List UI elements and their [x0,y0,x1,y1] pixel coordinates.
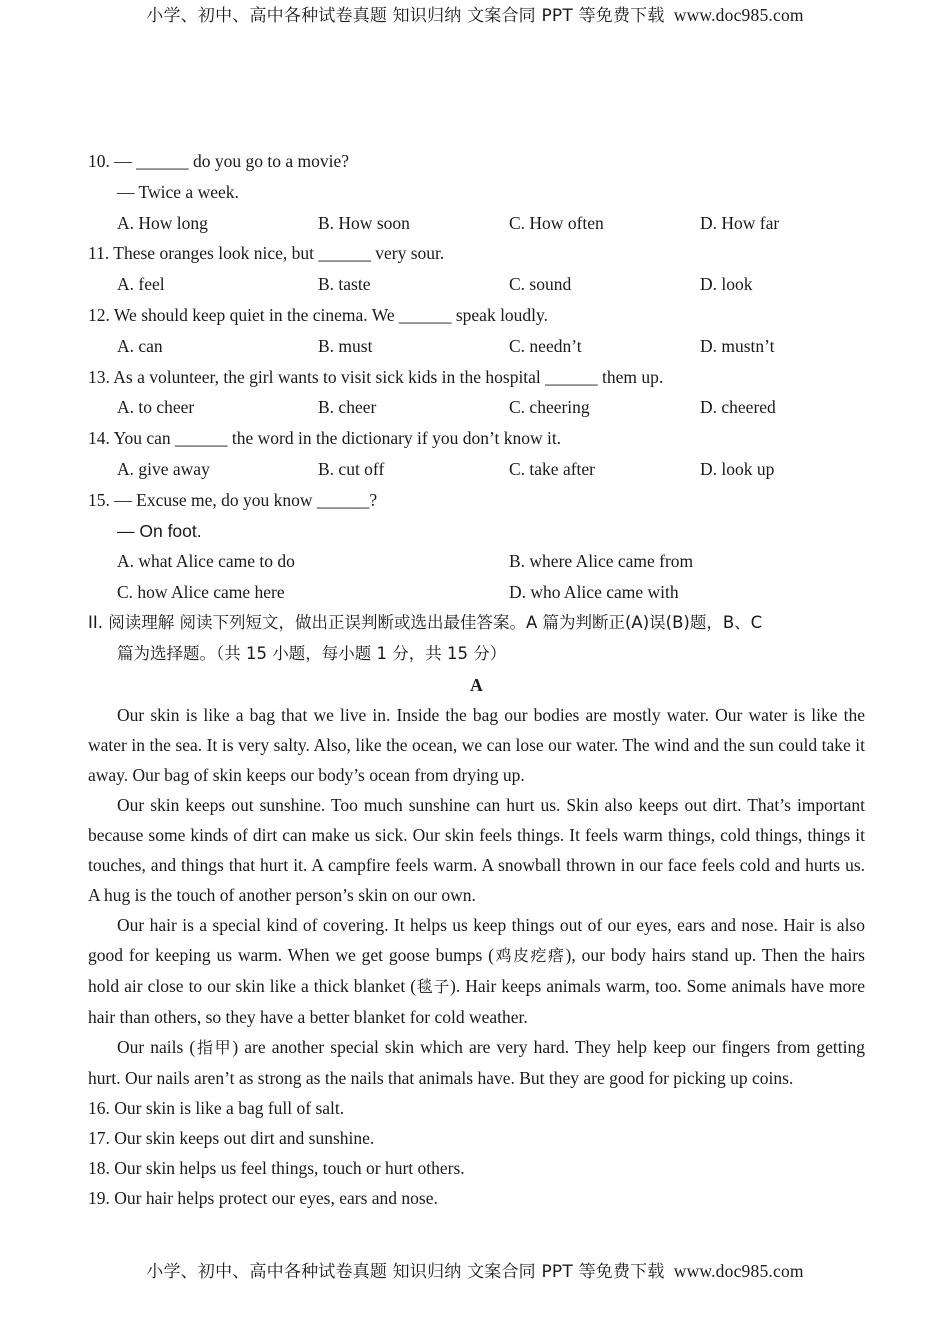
paragraph-3-part-3: ). Hair keeps animals warm, too. Some animals have more hair than others, so they have a better blanket for cold weather. [88,975,865,1027]
option-b: B. cheer [318,397,377,418]
option-b: B. How soon [318,212,410,233]
section-2-instruction-line1: II. 阅读理解 阅读下列短文，做出正误判断或选出最佳答案。A 篇为判断正(A)误(B)题，B、C [88,612,763,632]
footer-text: 小学、初中、高中各种试卷真题 知识归纳 文案合同 PPT 等免费下载 [146,1262,665,1282]
option-c: C. needn’t [509,335,582,356]
question-10-reply: — Twice a week. [117,181,239,202]
option-a: A. How long [117,212,208,233]
goose-bumps-chinese: 鸡皮疙瘩 [493,945,566,965]
blanket-chinese: 毯子 [416,976,451,996]
question-12-stem: 12. We should keep quiet in the cinema. We ______ speak loudly. [88,304,549,325]
option-b: B. where Alice came from [509,551,694,572]
nails-chinese: 指甲 [195,1037,233,1057]
option-c: C. take after [509,458,595,479]
option-a: A. can [117,335,163,356]
option-d: D. mustn’t [700,335,775,356]
question-10-stem: 10. — ______ do you go to a movie? [88,151,350,171]
option-b: B. must [318,335,373,356]
question-15-options-row1 [88,546,865,577]
option-d: D. who Alice came with [509,582,679,603]
section-2-instruction-line2: 篇为选择题。（共 15 小题，每小题 1 分，共 15 分） [117,643,507,663]
option-a: A. what Alice came to do [117,551,295,572]
exam-content [88,146,865,1213]
option-a: A. give away [117,458,210,479]
option-d: D. look up [700,458,775,479]
statement-16: 16. Our skin is like a bag full of salt. [88,1097,345,1118]
option-a: A. to cheer [117,397,195,418]
question-11-stem: 11. These oranges look nice, but ______ very sour. [88,243,445,264]
option-b: B. cut off [318,458,385,479]
passage-a-title: A [470,674,483,695]
passage-a-paragraph-4 [88,1032,865,1093]
option-c: C. cheering [509,397,590,418]
statement-17: 17. Our skin keeps out dirt and sunshine. [88,1127,375,1148]
option-b: B. taste [318,274,371,295]
paragraph-3-part-1: Our hair is a special kind of covering. It helps us keep things out of our eyes, ears and nose. Hair is also good for keeping us warm. When we get goose bumps ( [88,914,865,965]
option-d: D. How far [700,212,780,233]
question-15-options-row2 [88,577,865,608]
question-15-reply: — On foot. [117,520,202,541]
option-c: C. How often [509,212,604,233]
question-13-stem: 13. As a volunteer, the girl wants to visit sick kids in the hospital ______ them up. [88,366,664,387]
option-d: D. cheered [700,397,776,418]
question-13-options [88,392,865,423]
passage-a-paragraph-2: Our skin keeps out sunshine. Too much sunshine can hurt us. Skin also keeps out dirt. That’s important because some kinds of dirt can make us sick. Our skin feels things. It feels warm things, cold things, things it touches, and things that hurt it. A campfire feels warm. A snowball thrown in our face feels cold and hurts us. A hug is the touch of another person’s skin on our own. [88,794,865,905]
option-d: D. look [700,274,753,295]
page-footer [0,1257,950,1282]
header-text: 小学、初中、高中各种试卷真题 知识归纳 文案合同 PPT 等免费下载 [146,6,665,26]
question-15-stem: 15. — Excuse me, do you know ______? [88,489,378,510]
question-11-options [88,269,865,300]
passage-a-paragraph-3 [88,910,865,1032]
option-c: C. how Alice came here [117,582,285,603]
page-header [0,1,950,26]
option-a: A. feel [117,274,165,295]
paragraph-4-part-1: Our nails ( [117,1036,196,1057]
statement-19: 19. Our hair helps protect our eyes, ears and nose. [88,1187,438,1208]
question-14-stem: 14. You can ______ the word in the dictionary if you don’t know it. [88,428,562,449]
footer-url: www.doc985.com [673,1261,804,1281]
paragraph-3-part-2: ), our body hairs stand up. Then the hairs hold air close to our skin like a thick blanket ( [88,944,865,996]
option-c: C. sound [509,274,572,295]
paragraph-4-part-2: ) are another special skin which are very hard. They help keep our fingers from getting hurt. Our nails aren’t as strong as the nails that animals have. But they are good for picking up coins. [88,1036,865,1088]
question-10-options [88,208,865,239]
question-12-options [88,331,865,362]
question-14-options [88,454,865,485]
passage-a-paragraph-1: Our skin is like a bag that we live in. Inside the bag our bodies are mostly water. Our water is like the water in the sea. It is very salty. Also, like the ocean, we can lose our water. The wind and the sun could take it away. Our bag of skin keeps our body’s ocean from drying up. [88,704,865,785]
header-url: www.doc985.com [673,5,804,25]
statement-18: 18. Our skin helps us feel things, touch or hurt others. [88,1157,465,1178]
